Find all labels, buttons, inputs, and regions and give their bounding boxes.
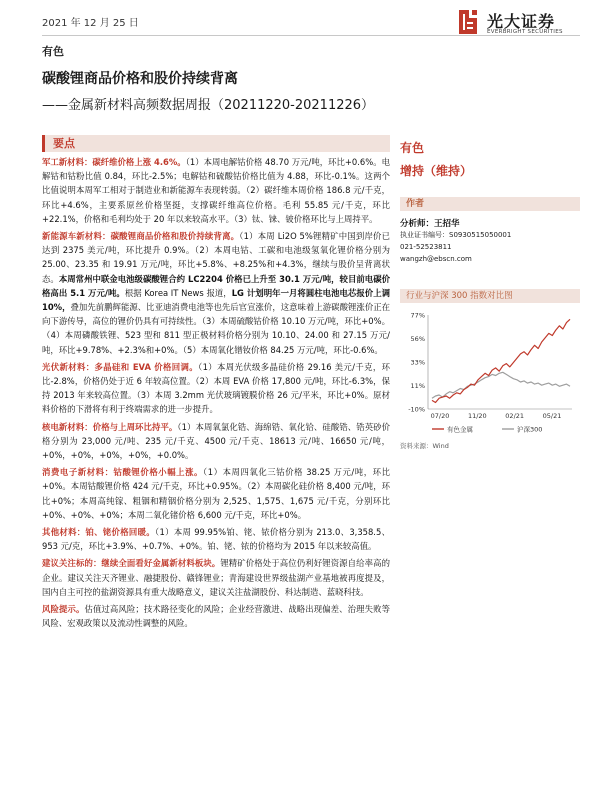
paragraph-lead: 新能源车新材料：碳酸锂商品价格和股价持续背离。 xyxy=(42,231,240,242)
analyst-phone: 021-52523811 xyxy=(400,243,452,251)
legend-label: 有色金属 xyxy=(447,425,473,434)
paragraph-lead: 核电新材料：价格与上周环比持平。 xyxy=(42,421,178,432)
sidebar-industry: 有色 xyxy=(400,141,425,155)
section-title-key-points: 要点 xyxy=(42,135,390,152)
header-divider xyxy=(42,35,580,36)
paragraph-military xyxy=(42,155,390,226)
paragraph-body: 叠加先前鹏辉能源、比亚迪消费电池等也先后官宣涨价，这意味着上游碳酸锂涨价正在向下游传导，高位的锂价仍具有可持续性。（3）本周硫酸钴价格 10.10 万元/吨，环比+0%。（4）本周磷酸铁锂、523 型和 811 型正极材料价格分别为 10.10、24.00 和 27.15 万元/吨，环比+9.78%、+2.3%和+0%。（5）本周氧化镨钕价格 84.25 万元/吨，环比-0.6%。 xyxy=(42,302,391,355)
x-tick-label: 05/21 xyxy=(542,412,562,420)
logo-text-en: EVERBRIGHT SECURITIES xyxy=(487,29,563,35)
report-subtitle: ——金属新材料高频数据周报（20211220-20211226） xyxy=(42,98,375,113)
logo-text-cn: 光大证券 xyxy=(487,12,556,31)
paragraph-body: （1）本周 99.95%铂、铑、铱价格分别为 213.0、3,358.5、953 元/克，环比+3.9%、+0.7%、+0%。铂、铑、铱的价格均为 2015 年以来较高值。 xyxy=(42,527,390,552)
industry-tag: 有色 xyxy=(42,45,64,58)
comparison-chart xyxy=(400,309,580,441)
paragraph-photovoltaic xyxy=(42,360,390,417)
legend-label: 沪深300 xyxy=(517,425,543,434)
y-tick-label: 33% xyxy=(410,358,425,367)
paragraph-body: （1）本周氧氯化锆、海绵锆、氧化铪、硅酸锆、锆英砂价格分别为 23,000 元/吨、235 元/千克、4500 元/千克、18613 元/吨、16650 元/吨，+0%，+0%，+0%，+0%，+0.0%。 xyxy=(42,421,390,461)
analyst-license: 执业证书编号：S0930515050001 xyxy=(400,231,512,239)
paragraph-lead: 光伏新材料：多晶硅和 EVA 价格回调。 xyxy=(42,361,199,372)
series-line xyxy=(432,319,570,402)
paragraph-body: （1）本周 Li2O 5%锂精矿中国到岸价已达到 2375 美元/吨，环比提升 0.9%。（2）本周电钴、工碳和电池级氢氧化锂价格分别为 25.00、23.35 和 19.91 万元/吨，环比+5.8%、+8.25%和+4.3%，继续与股价呈背离状态。 xyxy=(42,231,390,284)
x-tick-label: 02/21 xyxy=(505,412,525,420)
paragraph-consumer-electronics xyxy=(42,465,390,522)
chart-source: 资料来源：Wind xyxy=(400,442,449,450)
author-section-title: 作者 xyxy=(400,197,580,211)
paragraph-recommendation xyxy=(42,556,390,599)
analyst-email: wangzh@ebscn.com xyxy=(400,255,472,263)
investment-rating: 增持（维持） xyxy=(400,164,473,178)
analyst-name: 分析师：王招华 xyxy=(400,219,460,229)
paragraph-bold: 本周常州中联金电池级碳酸锂合约 LC2204 价格已上升至 30.1 万元/吨，较目前电碳价格高出 5.1 万元/吨。 xyxy=(42,273,390,298)
paragraph-lead: 其他材料：铂、铑价格回暖。 xyxy=(42,527,155,538)
series-line xyxy=(432,372,570,398)
y-tick-label: 77% xyxy=(410,311,425,320)
sidebar xyxy=(400,135,580,450)
y-tick-label: 56% xyxy=(410,335,425,343)
paragraph-lead: 风险提示。 xyxy=(42,604,85,615)
paragraph-body: 根据 Korea IT News 报道， xyxy=(124,287,232,298)
report-date: 2021 年 12 月 25 日 xyxy=(42,18,139,29)
x-tick-label: 11/20 xyxy=(467,412,487,420)
main-content xyxy=(42,135,390,631)
paragraph-body: （1）本周电解钴价格 48.70 万元/吨，环比+0.6%。电解钴和钴粉比值 0.84，环比-2.5%；电解钴和硫酸钴价格比值为 4.88，环比-0.1%。这两个比值说明本周军工相对于制造业和新能源车表现转弱。（2）碳纤维本周价格 186.8 元/千克，环比+4.6%，主要系原丝价格坚挺，支撑碳纤维高位价格。毛利 55.85 元/千克，环比+22.1%，价格和毛利均处于 20 年以来较高水平。（3）钛、铼、铍价格环比与上周持平。 xyxy=(42,157,390,224)
paragraph-other-materials xyxy=(42,525,390,553)
paragraph-risk xyxy=(42,602,390,630)
paragraph-lead: 建议关注标的：继续全面看好金属新材料板块。 xyxy=(42,558,221,569)
paragraph-body: 估值过高风险；技术路径变化的风险；企业经营激进、战略出现偏差、治理失败等风险、宏观政策以及流动性调整的风险。 xyxy=(42,604,390,629)
paragraph-bold: LG 计划明年一月将圆柱电池电芯报价上调 10%， xyxy=(42,287,390,313)
x-tick-label: 07/20 xyxy=(430,412,450,420)
chart-section-title: 行业与沪深 300 指数对比图 xyxy=(400,289,580,303)
paragraph-new-energy xyxy=(42,229,390,357)
paragraph-body: （1）本周光伏级多晶硅价格 29.16 美元/千克，环比-2.8%，价格仍处于近 6 年较高位置。（2）本周 EVA 价格 17,800 元/吨，环比-6.3%，保持 2013 年来较高位置。（3）本周 3.2mm 光伏玻璃镀膜价格 26 元/平米，环比+0%。原材料价格的下滑将有利于终端需求的进一步提升。 xyxy=(42,361,390,415)
paragraph-nuclear xyxy=(42,420,390,463)
logo-mark-icon xyxy=(455,8,481,36)
y-tick-label: 11% xyxy=(410,382,425,390)
paragraph-lead: 军工新材料：碳纤维价格上涨 4.6%。 xyxy=(42,157,186,167)
paragraph-lead: 消费电子新材料：钴酸锂价格小幅上涨。 xyxy=(42,467,203,478)
y-tick-label: -10% xyxy=(408,405,425,414)
paragraph-body: （1）本周四氧化三钴价格 38.25 万元/吨，环比+0%。本周钴酸锂价格 424 元/千克，环比+0.95%。（2）本周碳化硅价格 8,400 元/吨，环比+0%；本周高纯镓、粗铟和精铟价格分别为 2,525、1,575、1,675 元/千克，分别环比+0%、+0%、+0%；本周二氧化锗价格 6,600 元/千克，环比+0%。 xyxy=(42,467,391,520)
paragraph-body: 锂精矿价格处于高位仍利好锂资源自给率高的企业。建议关注天齐锂业、融捷股份、赣锋锂业；青海建设世界级盐湖产业基地被再度提及，国内自主可控的盐湖资源具有重大战略意义，建议关注盐湖股份、科达制造、蓝晓科技。 xyxy=(42,558,391,597)
report-title: 碳酸锂商品价格和股价持续背离 xyxy=(42,71,238,87)
